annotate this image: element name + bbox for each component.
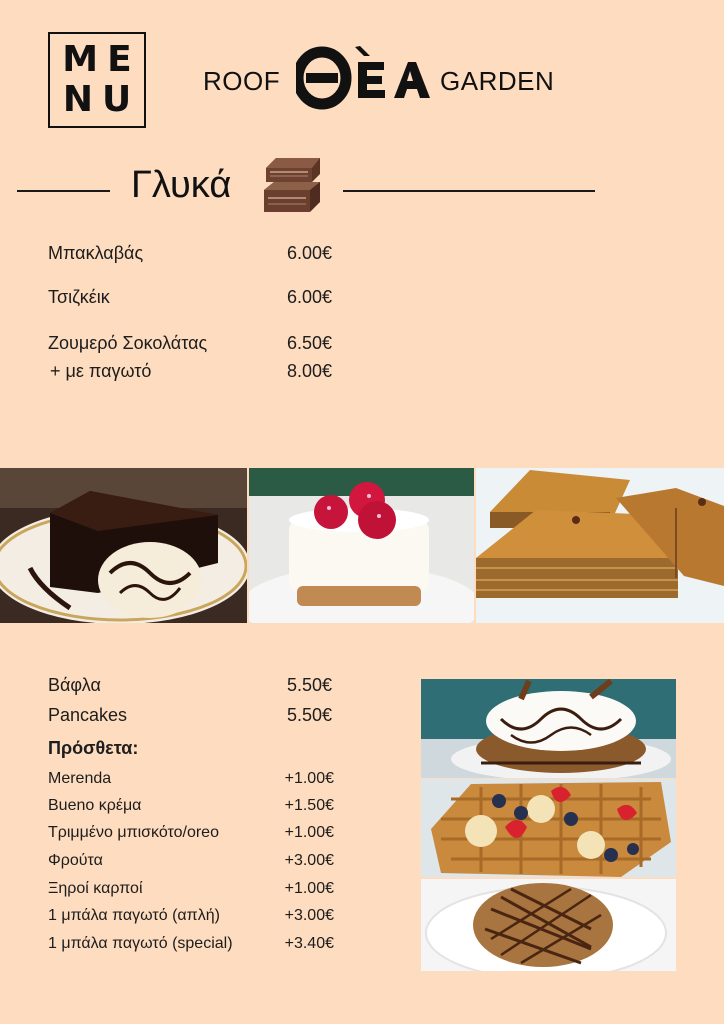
menu-logo-box (48, 32, 146, 128)
extra-price: +3.40€ (284, 935, 334, 952)
item-price-cheesecake: 6.00€ (286, 287, 332, 307)
extra-price: +3.00€ (284, 852, 334, 869)
item-name-pancakes: Pancakes (48, 705, 128, 725)
cheesecake-photo (249, 468, 474, 623)
brand-roof-text: ROOF (203, 66, 281, 96)
extra-price: +1.00€ (284, 824, 334, 841)
item-price-baklava: 6.00€ (286, 243, 332, 263)
menu-logo-line2: NU (62, 79, 141, 120)
menu-logo-line1: ME (62, 39, 141, 80)
brand-logo (296, 36, 432, 114)
extra-name: Ξηροί καρποί (48, 880, 143, 897)
extra-name: 1 μπάλα παγωτό (special) (48, 935, 233, 952)
item-price-pancakes: 5.50€ (286, 705, 332, 725)
divider-right (343, 190, 595, 192)
item-name-cheesecake: Τσιζκέικ (48, 287, 110, 307)
item-price-with-ice-cream: 8.00€ (286, 361, 332, 381)
section-title: Γλυκά (131, 164, 232, 206)
item-name-waffle: Βάφλα (48, 675, 101, 695)
item-name-chocolate-cake: Ζουμερό Σοκολάτας (48, 333, 208, 353)
fruit-waffle-photo (421, 779, 676, 877)
item-price-chocolate-cake: 6.50€ (286, 333, 332, 353)
item-name-baklava: Μπακλαβάς (48, 243, 144, 263)
ice-cream-waffle-photo (421, 679, 676, 778)
extra-price: +1.00€ (284, 770, 334, 787)
brownie-icon (262, 154, 324, 220)
extra-name: Bueno κρέμα (48, 797, 142, 814)
extra-name: Τριμμένο μπισκότο/oreo (48, 824, 219, 841)
extras-title: Πρόσθετα: (48, 738, 139, 758)
item-price-waffle: 5.50€ (286, 675, 332, 695)
extra-price: +3.00€ (284, 907, 334, 924)
chocolate-cake-photo (0, 468, 247, 623)
thea-logo-icon (296, 36, 432, 114)
extra-name: 1 μπάλα παγωτό (απλή) (48, 907, 220, 924)
chocolate-pancake-photo (421, 879, 676, 971)
brand-garden-text: GARDEN (440, 66, 555, 96)
extra-price: +1.00€ (284, 880, 334, 897)
extra-name: Merenda (48, 770, 112, 787)
extra-name: Φρούτα (48, 852, 103, 869)
divider-left (17, 190, 110, 192)
extra-price: +1.50€ (284, 797, 334, 814)
item-name-with-ice-cream: + με παγωτό (50, 361, 152, 381)
baklava-photo (476, 468, 724, 623)
